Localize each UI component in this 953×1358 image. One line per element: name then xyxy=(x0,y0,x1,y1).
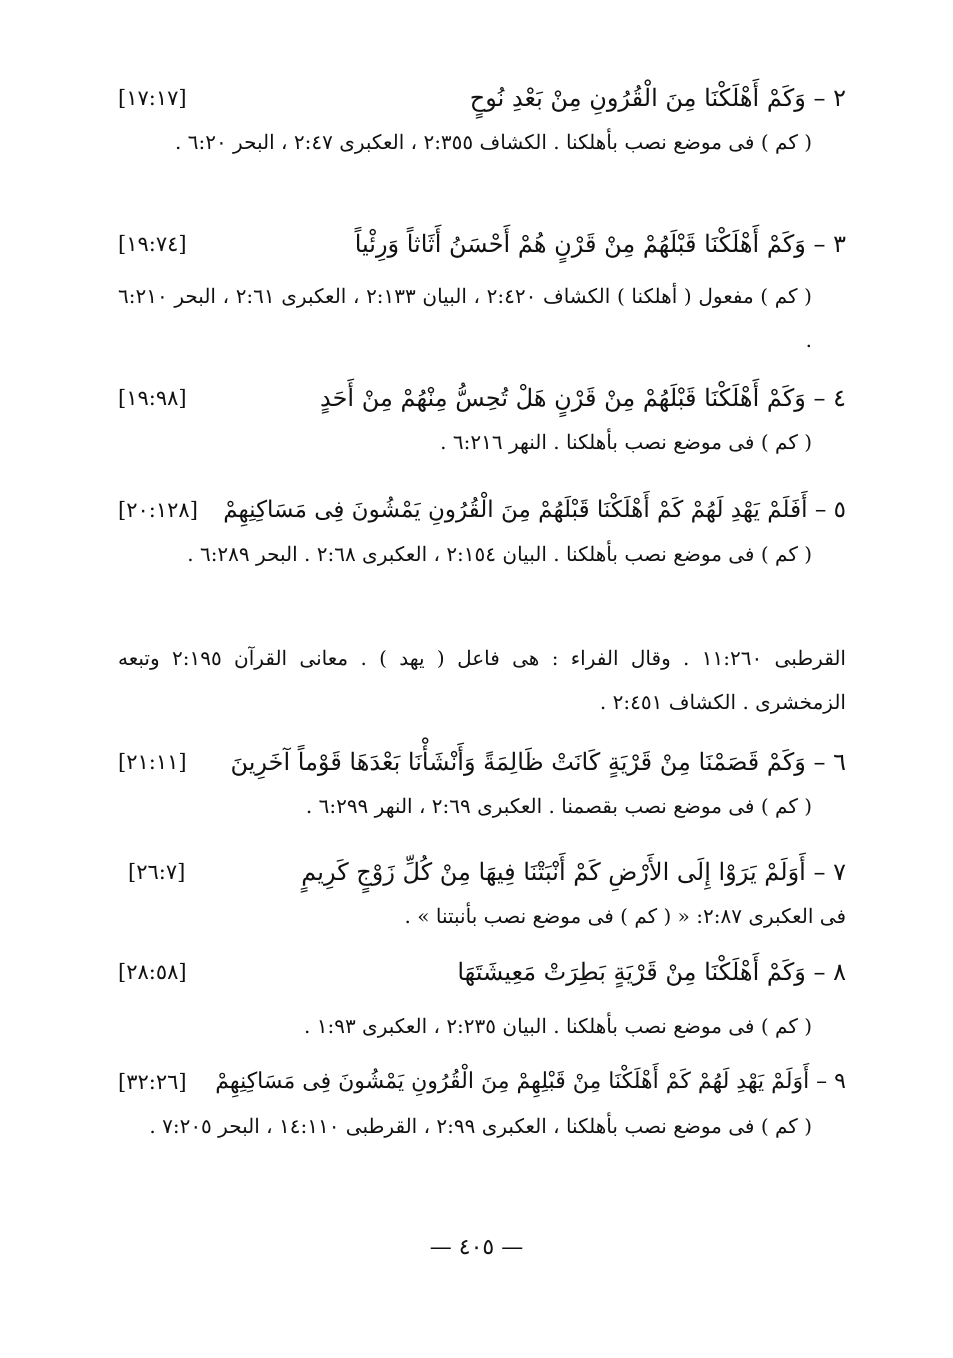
verse-reference: [٢٦:٧] xyxy=(128,860,186,884)
entry-6 xyxy=(118,740,846,828)
grammar-comment: ( كم ) فى موضع نصب بأهلكنا ، العكبرى ٢:٩٩ ، القرطبى ١٤:١١٠ ، البحر ٧:٢٠٥ . xyxy=(149,1114,812,1138)
verse-text: ٥ – أَفَلَمْ يَهْدِ لَهُمْ كَمْ أَهْلَكْنَا قَبْلَهُمْ مِنَ الْقُرُونِ يَمْشُونَ فِى مَسَاكِنِهِمْ xyxy=(223,497,846,523)
verse-line xyxy=(118,222,846,266)
grammar-comment: ( كم ) فى موضع نصب بأهلكنا . النهر ٦:٢١٦ . xyxy=(440,430,812,454)
verse-reference: [٢١:١١] xyxy=(118,750,187,774)
verse-text: ٤ – وَكَمْ أَهْلَكْنَا قَبْلَهُمْ مِنْ قَرْنٍ هَلْ تُحِسُّ مِنْهُمْ مِنْ أَحَدٍ xyxy=(320,384,846,412)
verse-text: ٦ – وَكَمْ قَصَمْنَا مِنْ قَرْيَةٍ كَانَتْ ظَالِمَةً وَأَنْشَأْنَا بَعْدَهَا قَوْماً آخَرِينَ xyxy=(230,748,846,776)
verse-line xyxy=(118,1060,846,1104)
editor-note: القرطبى ١١:٢٦٠ . وقال الفراء : هى فاعل ( يهد ) . معانى القرآن ٢:١٩٥ وتبعه الزمخشرى . الكشاف ٢:٤٥١ . xyxy=(118,646,846,714)
entry-9 xyxy=(118,1060,846,1148)
entry-2 xyxy=(118,76,846,164)
entry-5 xyxy=(118,488,846,576)
page-number: — ٤٠٥ — xyxy=(429,1235,524,1260)
verse-text: ٧ – أَوَلَمْ يَرَوْا إِلَى الأَرْضِ كَمْ أَنْبَتْنَا فِيهَا مِنْ كُلِّ زَوْجٍ كَرِيمٍ xyxy=(301,858,846,886)
verse-reference: [٢٠:١٢٨] xyxy=(118,498,198,522)
grammar-comment: فى العكبرى ٢:٨٧: « ( كم ) فى موضع نصب بأنبتنا » . xyxy=(404,904,846,928)
verse-line xyxy=(118,76,846,120)
verse-reference: [١٩:٩٨] xyxy=(118,386,187,410)
verse-line xyxy=(118,740,846,784)
grammar-comment: ( كم ) فى موضع نصب بأهلكنا . الكشاف ٢:٣٥٥ ، العكبرى ٢:٤٧ ، البحر ٦:٢٠ . xyxy=(175,130,812,154)
verse-text: ٩ – أَوَلَمْ يَهْدِ لَهُمْ كَمْ أَهْلَكْنَا مِنْ قَبْلِهِمْ مِنَ الْقُرُونِ يَمْشُونَ فِى مَسَاكِنِهِمْ xyxy=(215,1069,846,1094)
grammar-comment: ( كم ) مفعول ( أهلكنا ) الكشاف ٢:٤٢٠ ، البيان ٢:١٣٣ ، العكبرى ٢:٦١ ، البحر ٦:٢١٠ . xyxy=(118,284,812,352)
verse-reference: [١٧:١٧] xyxy=(118,86,187,110)
grammar-comment: ( كم ) فى موضع نصب بأهلكنا . البيان ٢:١٥٤ ، العكبرى ٢:٦٨ . البحر ٦:٢٨٩ . xyxy=(187,542,812,566)
entry-3 xyxy=(118,222,846,362)
verse-reference: [٢٨:٥٨] xyxy=(118,960,187,984)
verse-line xyxy=(118,950,846,994)
verse-text: ٨ – وَكَمْ أَهْلَكْنَا مِنْ قَرْيَةٍ بَطِرَتْ مَعِيشَتَهَا xyxy=(457,958,846,986)
verse-line xyxy=(118,376,846,420)
entry-8 xyxy=(118,950,846,1048)
grammar-comment: ( كم ) فى موضع نصب بأهلكنا . البيان ٢:٢٣٥ ، العكبرى ١:٩٣ . xyxy=(304,1014,812,1038)
entry-4 xyxy=(118,376,846,464)
entry-7 xyxy=(118,850,846,938)
verse-line xyxy=(118,488,846,532)
verse-text: ٣ – وَكَمْ أَهْلَكْنَا قَبْلَهُمْ مِنْ قَرْنٍ هُمْ أَحْسَنُ أَثَاثاً وَرِئْياً xyxy=(354,230,846,258)
grammar-comment: ( كم ) فى موضع نصب بقصمنا . العكبرى ٢:٦٩ ، النهر ٦:٢٩٩ . xyxy=(305,794,812,818)
verse-text: ٢ – وَكَمْ أَهْلَكْنَا مِنَ الْقُرُونِ مِنْ بَعْدِ نُوحٍ xyxy=(469,84,846,112)
verse-reference: [٣٢:٢٦] xyxy=(118,1070,187,1094)
verse-reference: [١٩:٧٤] xyxy=(118,232,187,256)
verse-line xyxy=(118,850,846,894)
